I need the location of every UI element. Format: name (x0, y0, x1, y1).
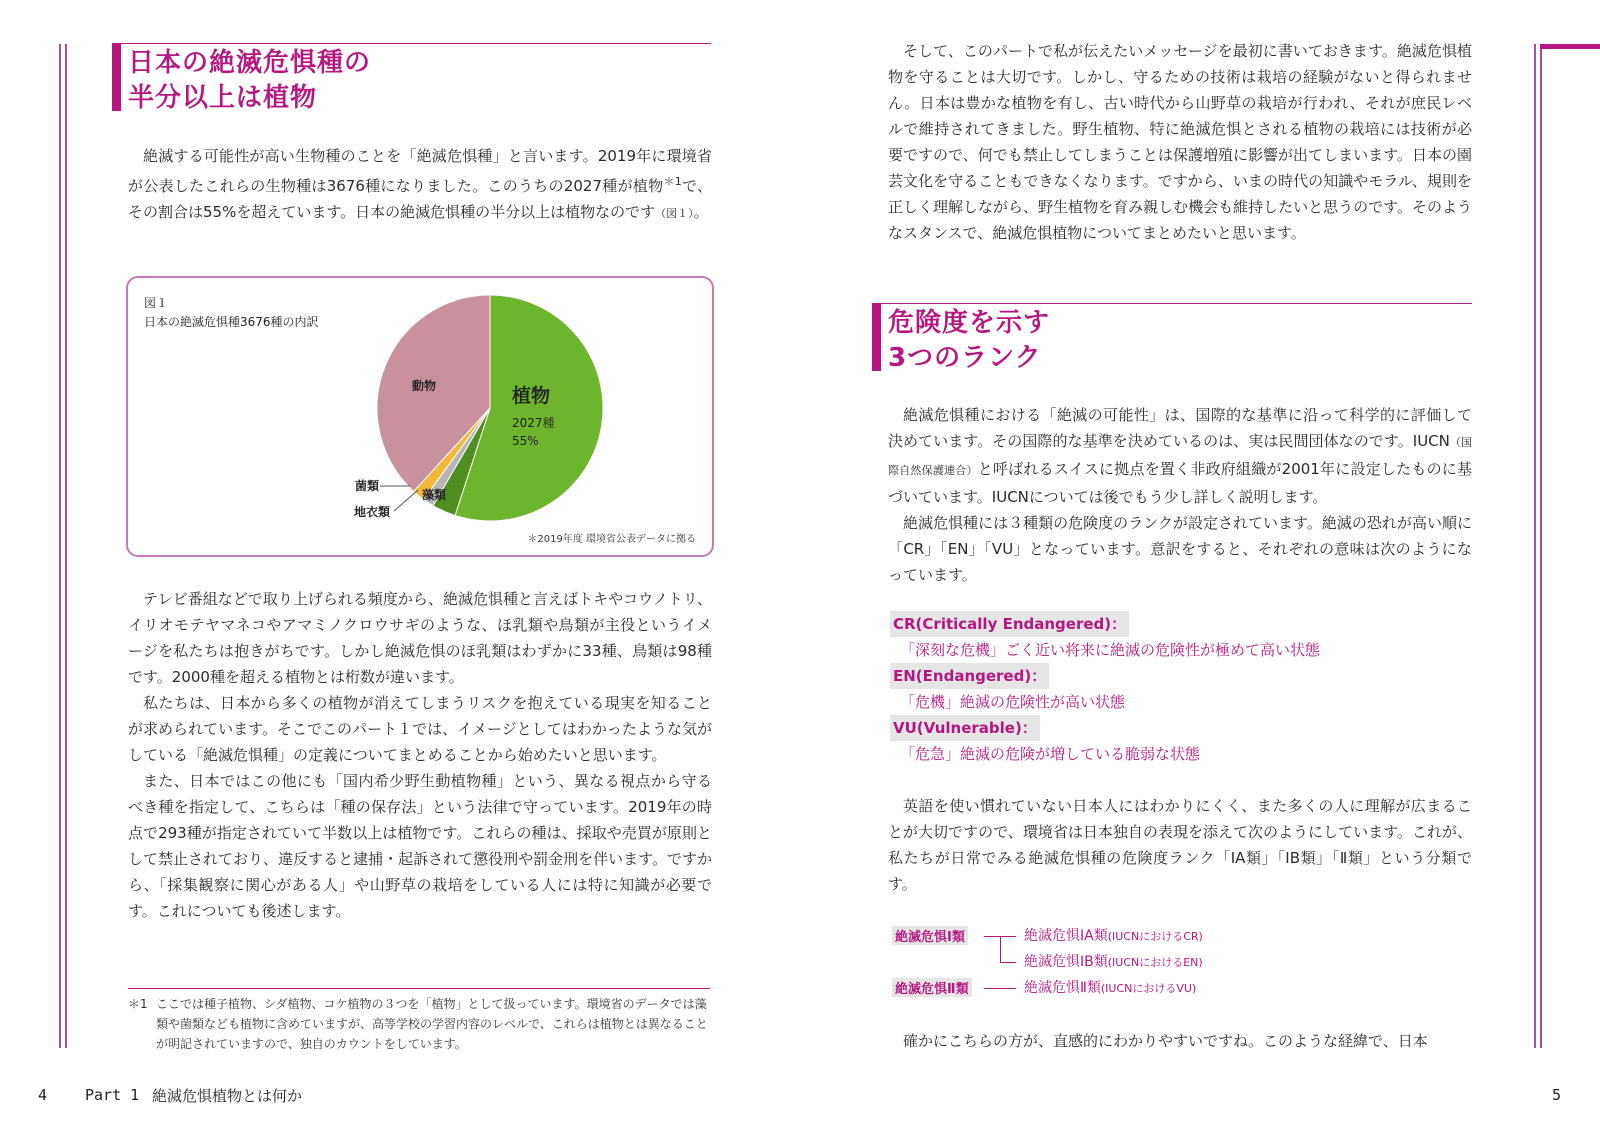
leader-lichen (394, 490, 418, 511)
iucn-note: （国際自然保護連合） (888, 436, 1472, 477)
tree-cat2-item-note: (IUCNにおけるVU) (1100, 982, 1197, 995)
footnote-rule (128, 988, 710, 989)
rank-cr-label: CR(Critically Endangered)： (890, 611, 1129, 637)
tree-line-1b (1000, 962, 1016, 963)
tree-cat1: 絶滅危惧Ⅰ類 (892, 926, 968, 945)
footnote-ref[interactable]: ＊1 (663, 175, 682, 188)
right-intro-para: そして、このパートで私が伝えたいメッセージを最初に書いておきます。絶滅危惧植物を守ることは大切です。しかし、守るための技術は栽培の経験がないと得られません。日本は豊かな植物を有し、古い時代から山野草の栽培が行われ、それが庶民レベルで維持されてきました。野生植物、特に絶滅危惧とされる植物の栽培には技術が必要ですので、何でも禁止してしまうことは保護増殖に影響が出てしまいます。日本の園芸文化を守ることもできなくなります。ですから、いまの時代の知識やモラル、規則を正しく理解しながら、野生植物を育み親しむ機会も維持したいと思うのです。そのようなスタンスで、絶滅危惧植物についてまとめたいと思います。 (888, 42, 1472, 242)
tree-cat2-item (1024, 977, 1196, 997)
tree-cat1a (1024, 925, 1203, 945)
pie-chart (128, 278, 712, 555)
right-margin-rule-1 (1534, 44, 1536, 1048)
pie-label-algae: 藻類 (422, 488, 447, 502)
left-heading-bar (112, 44, 121, 111)
left-body-para-1: テレビ番組などで取り上げられる頻度から、絶滅危惧種と言えばトキやコウノトリ、イリオモテヤマネコやアマミノクロウサギのような、ほ乳類や鳥類が主役というイメージを私たちは抱きがちです。しかし絶滅危惧のほ乳類はわずかに33種、鳥類は98種です。2000種を超える植物とは桁数が違います。 (128, 590, 712, 686)
pie-label-lichen: 地衣類 (354, 505, 391, 519)
right-intro (888, 38, 1472, 246)
tree-line-1v (1000, 936, 1001, 962)
figure-source: ＊2019年度 環境省公表データに拠る (527, 534, 696, 545)
tree-line-2 (984, 988, 1016, 989)
rank-en-desc: 「危機」絶滅の危険性が高い状態 (900, 693, 1126, 711)
right-body-2: 絶滅危惧種には３種類の危険度のランクが設定されています。絶滅の恐れが高い順に「CR」「EN」「VU」となっています。意訳をすると、それぞれの意味は次のようになっています。 (888, 514, 1472, 584)
rank-en-label: EN(Endangered)： (890, 663, 1049, 689)
left-intro-text-1: 絶滅する可能性が高い生物種のことを「絶滅危惧種」と言います。2019年に環境省が公表したこれらの生物種は3676種になりました。このうちの2027種が植物 (128, 147, 712, 195)
folio-left-number: 4 (38, 1086, 48, 1104)
rank-list (890, 611, 1474, 767)
right-heading-rule (872, 303, 1472, 304)
classification-tree (888, 922, 1472, 1012)
rank-vu-label: VU(Vulnerable)： (890, 715, 1040, 741)
right-margin-rule-2 (1540, 44, 1542, 1048)
tree-cat1b-label: 絶滅危惧ⅠB類 (1024, 954, 1108, 970)
left-heading-line-1: 日本の絶滅危惧種の (128, 48, 372, 78)
right-body-1b: と呼ばれるスイスに拠点を置く非政府組織が2001年に設定したものに基づいています。IUCNについては後でもう少し詳しく説明します。 (888, 460, 1473, 506)
left-heading (128, 46, 371, 116)
pie-label-animal: 動物 (412, 379, 437, 393)
tree-cat2: 絶滅危惧Ⅱ類 (892, 978, 972, 997)
folio-left-title: 絶滅危惧植物とは何か (152, 1087, 303, 1105)
right-heading (888, 306, 1050, 376)
figure-1-box (126, 276, 714, 557)
right-heading-bar (872, 304, 881, 371)
left-margin-rule-2 (65, 44, 67, 1048)
tree-cat1b-note: (IUCNにおけるEN) (1107, 956, 1203, 969)
right-body-3-para: 英語を使い慣れていない日本人にはわかりにくく、また多くの人に理解が広まることが大切ですので、環境省は日本独自の表現を添えて次のようにしています。これが、私たちが日常でみる絶滅危惧種の危険度ランク「IA類」「IB類」「Ⅱ類」という分類です。 (888, 797, 1472, 893)
right-body-4-para: 確かにこちらの方が、直感的にわかりやすいですね。このような経緯で、日本 (903, 1032, 1428, 1050)
pie-label-plant-count: 2027種 (512, 416, 555, 430)
footnote-text: ここでは種子植物、シダ植物、コケ植物の３つを「植物」として扱っています。環境省のデータでは藻類や菌類なども植物に含めていますが、高等学校の学習内容のレベルで、これらは植物とは異なることが明記されていますので、独自のカウントをしています。 (156, 997, 708, 1051)
left-intro (128, 143, 712, 227)
figure-label: 図１ (144, 296, 169, 310)
left-body-para-2: 私たちは、日本から多くの植物が消えてしまうリスクを抱えている現実を知ることが求められています。そこでこのパート１では、イメージとしてはわかったような気がしている「絶滅危惧種」の定義についてまとめることから始めたいと思います。 (128, 694, 712, 764)
figure-ref: （図１） (655, 207, 694, 220)
rank-cr-desc: 「深刻な危機」ごく近い将来に絶滅の危険性が極めて高い状態 (900, 641, 1321, 659)
left-intro-text-2: で、その割合は55%を超えています。日本の絶滅危惧種の半分以上は植物なのです (128, 177, 713, 221)
pie-label-fungi: 菌類 (355, 479, 380, 493)
pie-label-plant-pct: 55% (512, 434, 539, 448)
pie-slices (377, 295, 603, 521)
left-intro-text-3: 。 (693, 203, 709, 221)
right-body-1a: 絶滅危惧種における「絶滅の可能性」は、国際的な基準に沿って科学的に評価して決めています。その国際的な基準を決めているのは、実は民間団体なのです。IUCN (888, 406, 1472, 450)
figure-title: 日本の絶滅危惧種3676種の内訳 (144, 315, 319, 329)
right-heading-line-1: 危険度を示す (888, 308, 1051, 338)
left-body (128, 586, 712, 924)
left-margin-rule-1 (59, 44, 61, 1048)
corner-accent (1540, 44, 1600, 49)
right-body-3 (888, 793, 1472, 897)
tree-cat1a-note: (IUCNにおけるCR) (1107, 930, 1203, 943)
right-body-1 (888, 402, 1472, 588)
footnote (128, 994, 712, 1054)
left-heading-rule (112, 43, 711, 44)
left-heading-line-2: 半分以上は植物 (128, 83, 318, 113)
rank-vu-desc: 「危急」絶滅の危険が増している脆弱な状態 (900, 745, 1201, 763)
tree-cat1b (1024, 951, 1203, 971)
tree-cat2-item-label: 絶滅危惧Ⅱ類 (1024, 980, 1101, 996)
folio-left-part: Part 1 (85, 1086, 140, 1104)
folio-right-number: 5 (1552, 1086, 1562, 1104)
pie-label-plant: 植物 (512, 385, 551, 407)
right-body-4 (888, 1028, 1472, 1054)
tree-cat1a-label: 絶滅危惧ⅠA類 (1024, 928, 1108, 944)
footnote-mark: ＊1 (128, 997, 148, 1011)
right-heading-line-2: 3つのランク (888, 343, 1042, 373)
left-body-para-3: また、日本ではこの他にも「国内希少野生動植物種」という、異なる視点から守るべき種を指定して、こちらは「種の保存法」という法律で守っています。2019年の時点で293種が指定されていて半数以上は植物です。これらの種は、採取や売買が原則として禁止されており、違反すると逮捕・起訴されて懲役刑や罰金刑を伴います。ですから、「採集観察に関心がある人」や山野草の栽培をしている人には特に知識が必要です。これについても後述します。 (128, 772, 712, 920)
